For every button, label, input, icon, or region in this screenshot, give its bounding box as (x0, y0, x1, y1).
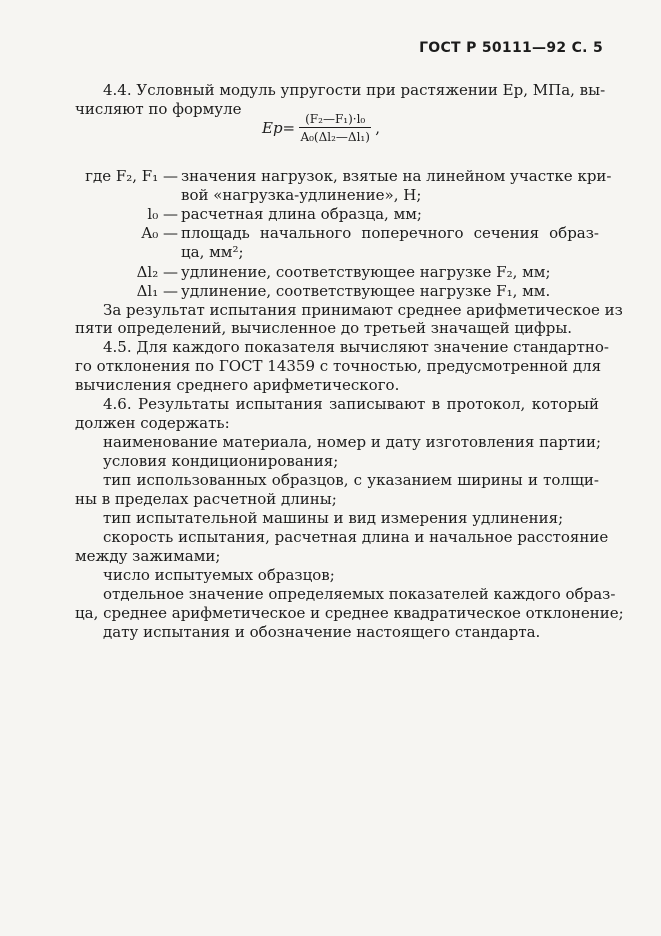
list-item-date: дату испытания и обозначение настоящего стандарта. (103, 623, 541, 641)
formula-tail: , (375, 119, 381, 137)
formula-fraction (299, 112, 371, 144)
list-item-specimens-1: тип использованных образцов, с указанием ширины и толщи- (103, 471, 599, 489)
paragraph-4-5-line-3: вычисления среднего арифметического. (75, 376, 400, 394)
list-item-speed-2: между зажимами; (75, 547, 221, 565)
def-symbol-f: где F₂, F₁ — (85, 167, 178, 185)
def-text-dl1: удлинение, соответствующее нагрузке F₁, мм. (181, 282, 551, 300)
paragraph-4-5-line-2: го отклонения по ГОСТ 14359 с точностью, предусмотренной для (75, 357, 602, 375)
list-item-machine: тип испытательной машины и вид измерения удлинения; (103, 509, 564, 527)
result-line-1: За результат испытания принимают среднее арифметическое из (103, 301, 623, 319)
paragraph-4-5-line-1: 4.5. Для каждого показателя вычисляют значение стандартно- (103, 338, 609, 356)
def-text-a0-2: ца, мм²; (181, 243, 244, 261)
paragraph-4-4-line-2: числяют по формуле (75, 100, 242, 118)
def-text-f-2: вой «нагрузка-удлинение», Н; (181, 186, 422, 204)
list-item-material: наименование материала, номер и дату изготовления партии; (103, 433, 602, 451)
page-header: ГОСТ Р 50111—92 С. 5 (419, 40, 603, 56)
formula-denominator: A₀(Δl₂—Δl₁) (300, 130, 370, 144)
modulus-formula (262, 112, 380, 144)
paragraph-4-6-line-1: 4.6. Результаты испытания записывают в протокол, который (103, 395, 599, 413)
def-text-a0-1: площадь начального поперечного сечения образ- (181, 224, 599, 242)
def-text-l0: расчетная длина образца, мм; (181, 205, 422, 223)
result-line-2: пяти определений, вычисленное до третьей значащей цифры. (75, 319, 573, 337)
list-item-count: число испытуемых образцов; (103, 566, 335, 584)
def-text-dl2: удлинение, соответствующее нагрузке F₂, мм; (181, 263, 551, 281)
formula-lhs: Ep= (262, 119, 296, 137)
def-symbol-dl2: Δl₂ — (136, 263, 178, 281)
paragraph-4-6-line-2: должен содержать: (75, 414, 230, 432)
list-item-conditioning: условия кондиционирования; (103, 452, 339, 470)
def-text-f-1: значения нагрузок, взятые на линейном участке кри- (181, 167, 612, 185)
def-symbol-l0: l₀ — (147, 205, 178, 223)
def-symbol-a0: A₀ — (141, 224, 178, 242)
formula-numerator: (F₂—F₁)·l₀ (299, 112, 371, 128)
list-item-speed-1: скорость испытания, расчетная длина и начальное расстояние (103, 528, 609, 546)
def-symbol-dl1: Δl₁ — (136, 282, 178, 300)
list-item-specimens-2: ны в пределах расчетной длины; (75, 490, 337, 508)
list-item-values-1: отдельное значение определяемых показателей каждого образ- (103, 585, 616, 603)
list-item-values-2: ца, среднее арифметическое и среднее квадратическое отклонение; (75, 604, 624, 622)
paragraph-4-4-line-1: 4.4. Условный модуль упругости при растяжении Eр, МПа, вы- (103, 81, 606, 99)
